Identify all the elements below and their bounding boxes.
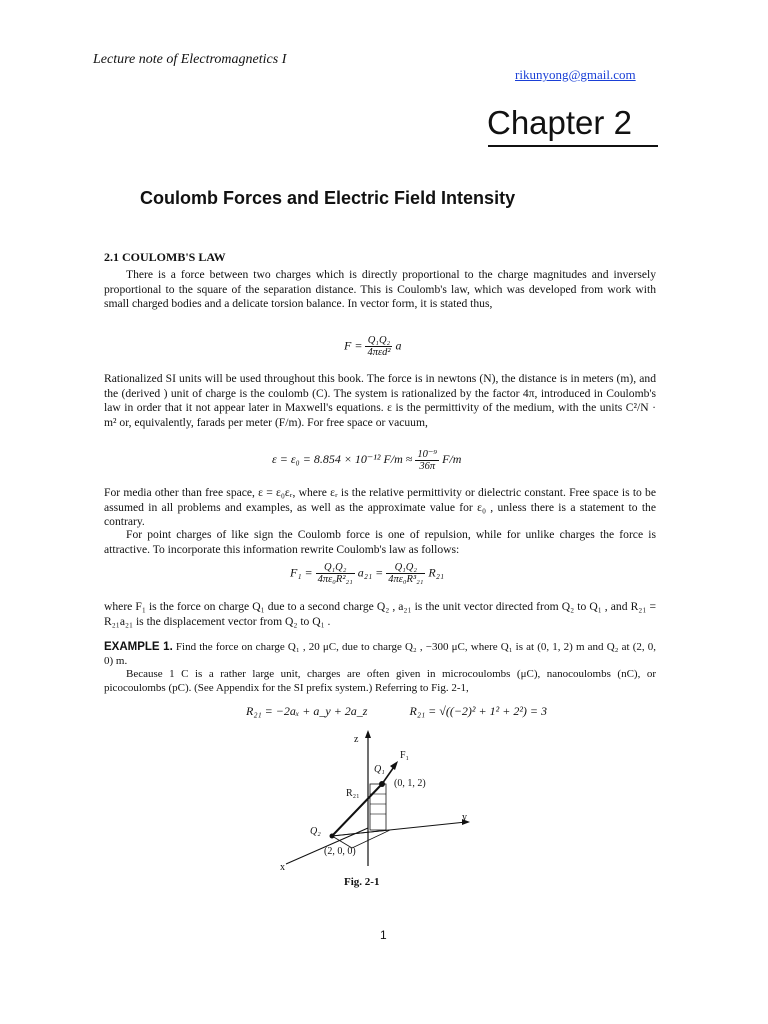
label-point-2: (2, 0, 0) bbox=[324, 846, 356, 857]
eq3-num1: Q₁Q₂ bbox=[316, 562, 355, 574]
chapter-heading: Chapter 2 bbox=[487, 104, 632, 141]
eq3-lhs: F₁ = bbox=[290, 565, 313, 580]
page-number: 1 bbox=[380, 928, 387, 942]
label-point-1: (0, 1, 2) bbox=[394, 778, 426, 789]
section-heading: 2.1 COULOMB'S LAW bbox=[104, 250, 226, 264]
chapter-rule bbox=[488, 145, 658, 147]
eq3-mid: a₂₁ = bbox=[357, 565, 384, 580]
eq2-fraction bbox=[415, 448, 439, 472]
eq1-den: 4πεd² bbox=[367, 347, 391, 358]
equation-permittivity bbox=[272, 448, 461, 472]
eq3-fraction-2 bbox=[386, 562, 425, 585]
header-email-link[interactable]: rikunyong@gmail.com bbox=[515, 67, 636, 82]
label-y: y bbox=[462, 812, 467, 823]
eq1-num: Q₁Q₂ bbox=[365, 335, 392, 347]
label-z: z bbox=[354, 734, 359, 745]
eq4-right: R₂₁ = √((−2)² + 1² + 2²) = 3 bbox=[409, 704, 548, 718]
figure-diagram bbox=[270, 728, 500, 876]
eq3-den2: 4πε₀R³₂₁ bbox=[388, 574, 424, 585]
eq1-lhs: F = bbox=[344, 338, 363, 353]
paragraph-microcoulombs: Because 1 C is a rather large unit, charges are often given in microcoulombs (μC), nanocoulombs (nC), or picocoulombs (pC). (See Appendix for the SI prefix system.) Referring to Fig. 2-1, bbox=[104, 668, 656, 694]
label-x: x bbox=[280, 862, 285, 873]
equation-coulomb-vector bbox=[290, 562, 444, 585]
paragraph-sign: For point charges of like sign the Coulomb force is one of repulsion, while for unlike charges the force is attractive. To incorporate this information rewrite Coulomb's law as follows: bbox=[104, 528, 656, 556]
eq3-rhs: R₂₁ bbox=[428, 565, 445, 580]
eq1-rhs: a bbox=[395, 338, 402, 353]
equation-coulomb bbox=[344, 335, 401, 358]
f1-arrow bbox=[390, 761, 398, 770]
eq1-fraction bbox=[365, 335, 392, 358]
example-text: Find the force on charge Q₁ , 20 μC, due to charge Q₂ , −300 μC, where Q₁ is at (0, 1, 2) m and Q₂ at (2, 0, 0) m. bbox=[104, 641, 656, 667]
label-q1: Q₁ bbox=[374, 764, 385, 775]
eq4-left: R₂₁ = −2aₓ + a_y + 2a_z bbox=[246, 704, 368, 718]
eq3-fraction-1 bbox=[316, 562, 355, 585]
example-label: EXAMPLE 1. bbox=[104, 641, 173, 653]
eq2-lhs: ε = ε₀ = 8.854 × 10⁻¹² F/m ≈ bbox=[272, 451, 413, 466]
label-q2: Q₂ bbox=[310, 826, 321, 837]
equation-displacement bbox=[246, 704, 547, 719]
eq3-den1: 4πε₀R²₂₁ bbox=[317, 574, 353, 585]
height-box bbox=[370, 784, 386, 830]
eq2-num: 10⁻⁹ bbox=[417, 449, 438, 460]
charge-q1-point bbox=[379, 781, 385, 787]
eq3-num2: Q₁Q₂ bbox=[386, 562, 425, 574]
z-axis-arrow bbox=[365, 730, 371, 738]
label-r21: R₂₁ bbox=[346, 788, 360, 799]
paragraph-intro: There is a force between two charges which is directly proportional to the charge magnitudes and inversely proportional to the square of the separation distance. This is Coulomb's law, which was developed from work with small charged bodies and a delicate torsion balance. In vector form, it is stated thus, bbox=[104, 268, 656, 310]
eq2-rhs: F/m bbox=[442, 451, 462, 466]
charge-q2-point bbox=[330, 834, 335, 839]
chapter-title: Coulomb Forces and Electric Field Intensity bbox=[140, 188, 516, 208]
figure-2-1 bbox=[270, 728, 500, 876]
example-1 bbox=[104, 641, 656, 668]
eq2-den: 36π bbox=[419, 461, 436, 472]
paragraph-media: For media other than free space, ε = ε₀εᵣ, where εᵣ is the relative permittivity or dielectric constant. Free space is to be assumed in all problems and examples, as well as the approximate value for ε₀ , unless there is a statement to the contrary. bbox=[104, 486, 656, 528]
label-f1: F₁ bbox=[400, 750, 410, 761]
paragraph-definitions: where F₁ is the force on charge Q₁ due to a second charge Q₂ , a₂₁ is the unit vector directed from Q₂ to Q₁ , and R₂₁ = R₂₁a₂₁ is the displacement vector from Q₂ to Q₁ . bbox=[104, 600, 656, 628]
figure-caption: Fig. 2-1 bbox=[344, 876, 380, 888]
header-course-title: Lecture note of Electromagnetics I bbox=[93, 52, 287, 67]
paragraph-units: Rationalized SI units will be used throughout this book. The force is in newtons (N), the distance is in meters (m), and the (derived ) unit of charge is the coulomb (C). The system is rationalized by the factor 4π, introduced in Coulomb's law in order that it not appear later in Maxwell's equations. ε is the permittivity of the medium, with the units C²/N · m² or, equivalently, farads per meter (F/m). For free space or vacuum, bbox=[104, 372, 656, 429]
